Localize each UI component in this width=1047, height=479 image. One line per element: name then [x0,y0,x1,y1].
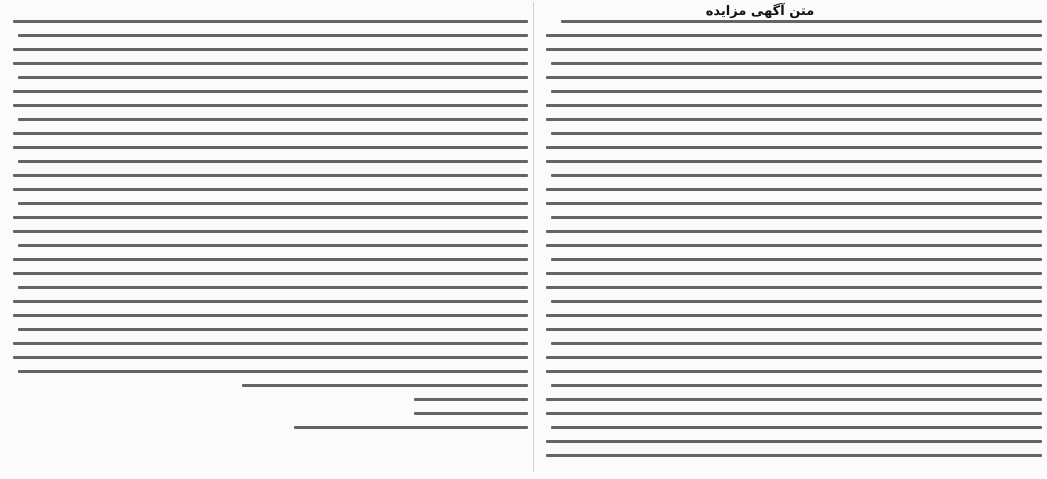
text-line [18,76,528,79]
text-line [13,188,528,191]
text-line [551,216,1042,219]
text-line [546,104,1042,107]
notice-title: متن آگهی مزایده [705,4,815,19]
notice-body-left-column [8,20,528,440]
text-line [18,118,528,121]
text-line [546,412,1042,415]
text-line [18,370,528,373]
text-line [18,286,528,289]
text-line [18,160,528,163]
text-line [551,174,1042,177]
text-line [546,440,1042,443]
text-line [294,426,528,429]
text-line [13,104,528,107]
text-line [546,118,1042,121]
text-line [13,90,528,93]
text-line [13,48,528,51]
text-line [551,62,1042,65]
text-line [546,314,1042,317]
text-line [13,356,528,359]
text-line [18,202,528,205]
text-line [546,34,1042,37]
text-line [414,412,528,415]
text-line [546,202,1042,205]
text-line [546,160,1042,163]
text-line [551,90,1042,93]
text-line [546,356,1042,359]
text-line [561,20,1042,23]
text-line [414,398,528,401]
text-line [13,132,528,135]
notice-body-right-column [541,20,1042,468]
text-line [551,342,1042,345]
text-line [13,272,528,275]
text-line [13,62,528,65]
text-line [13,146,528,149]
text-line [546,328,1042,331]
text-line [551,300,1042,303]
text-line [13,216,528,219]
text-line [546,146,1042,149]
text-line [546,272,1042,275]
text-line [13,230,528,233]
text-line [18,328,528,331]
text-line [546,230,1042,233]
text-line [13,20,528,23]
text-line [546,370,1042,373]
text-line [546,48,1042,51]
text-line [18,34,528,37]
text-line [551,132,1042,135]
text-line [13,300,528,303]
text-line [13,314,528,317]
text-line [18,244,528,247]
text-line [13,258,528,261]
text-line [551,426,1042,429]
column-divider [533,2,534,472]
text-line [551,384,1042,387]
text-line [13,342,528,345]
text-line [546,244,1042,247]
text-line [13,174,528,177]
text-line [546,398,1042,401]
text-line [242,384,528,387]
text-line [551,258,1042,261]
text-line [546,286,1042,289]
text-line [546,188,1042,191]
text-line [546,76,1042,79]
text-line [546,454,1042,457]
